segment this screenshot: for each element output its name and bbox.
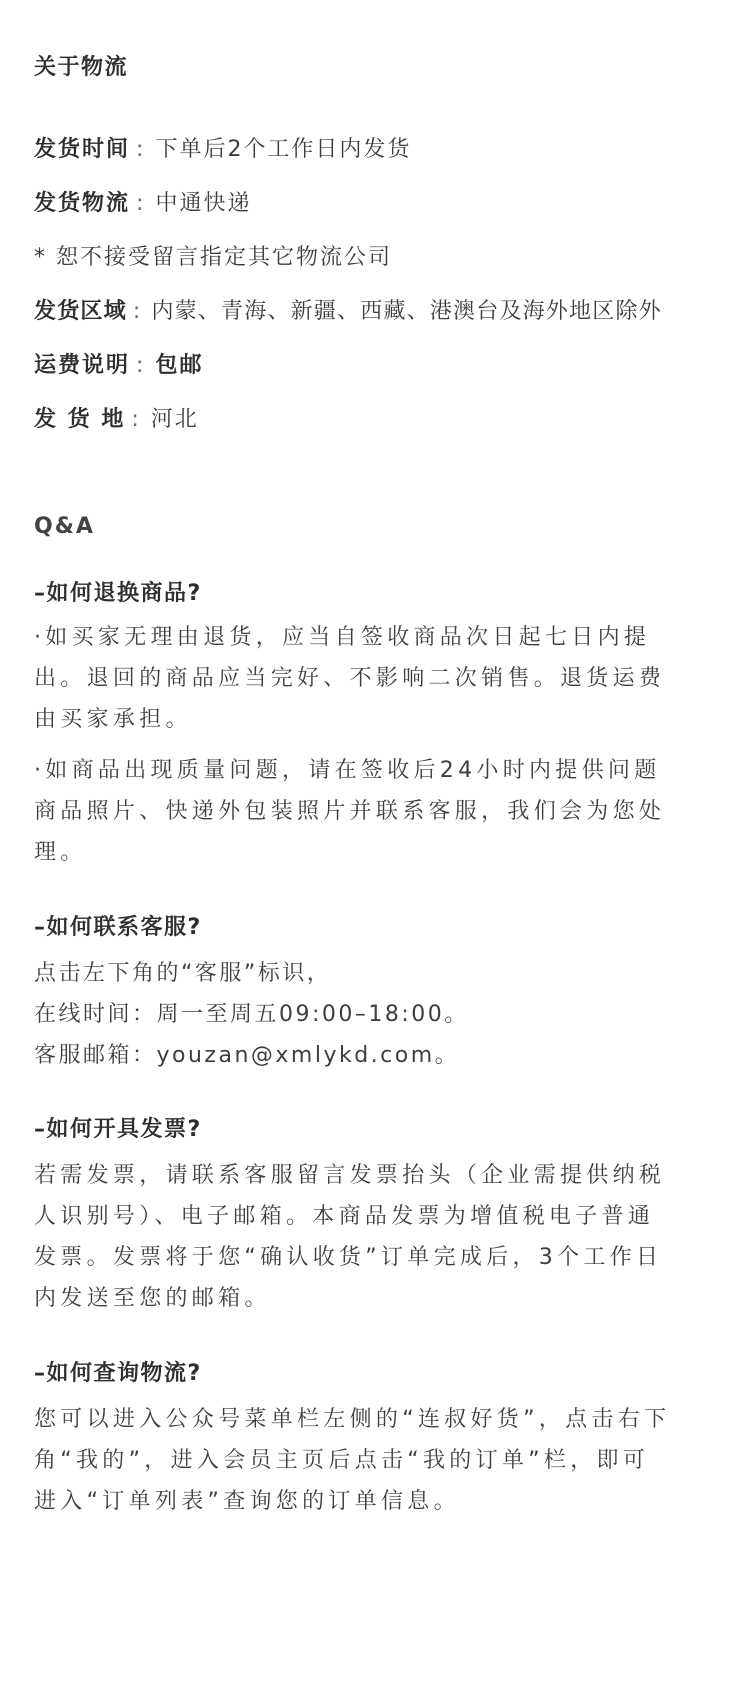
ship-origin-label: 发 货 地 [34, 407, 126, 432]
logistics-title: 关于物流 [34, 55, 129, 80]
question-customer-service: –如何联系客服? [34, 915, 202, 940]
carrier-label: 发货物流 [34, 191, 131, 216]
answer-invoice: 若需发票，请联系客服留言发票抬头（企业需提供纳税人识别号）、电子邮箱。本商品发票为增值税电子普通发票。发票将于您“确认收货”订单完成后，3个工作日内发送至您的邮箱。 [34, 1163, 666, 1311]
ship-time-label: 发货时间 [34, 137, 131, 162]
question-tracking: –如何查询物流? [34, 1361, 202, 1386]
carrier-value: 中通快递 [155, 191, 252, 216]
shipping-fee-value: 包邮 [155, 353, 204, 378]
shipping-fee-colon: : [136, 353, 146, 378]
ship-region-value: 内蒙、青海、新疆、西藏、港澳台及海外地区除外 [151, 299, 662, 324]
ship-time-row [34, 132, 696, 163]
shipping-fee-row [34, 348, 696, 379]
cs-line-2: 在线时间：周一至周五09:00–18:00。 [34, 1002, 469, 1027]
carrier-note: * 恕不接受留言指定其它物流公司 [34, 245, 392, 270]
question-returns: –如何退换商品? [34, 581, 202, 606]
answer-tracking: 您可以进入公众号菜单栏左侧的“连叔好货”，点击右下角“我的”，进入会员主页后点击“我的订单”栏，即可进入“订单列表”查询您的订单信息。 [34, 1407, 671, 1514]
ship-origin-row [34, 402, 696, 433]
ship-region-colon: : [132, 299, 142, 324]
answer-returns-paragraph-1: ·如买家无理由退货，应当自签收商品次日起七日内提出。退回的商品应当完好、不影响二次销售。退货运费由买家承担。 [34, 625, 666, 732]
ship-region-row [34, 294, 696, 325]
ship-region-label: 发货区域 [34, 299, 127, 324]
cs-line-3: 客服邮箱：youzan@xmlykd.com。 [34, 1043, 460, 1068]
carrier-colon: : [136, 191, 146, 216]
ship-time-value: 下单后2个工作日内发货 [155, 137, 412, 162]
ship-time-colon: : [136, 137, 146, 162]
carrier-row [34, 186, 696, 217]
question-invoice: –如何开具发票? [34, 1117, 202, 1142]
cs-line-1: 点击左下角的“客服”标识， [34, 961, 332, 986]
answer-customer-service [34, 953, 674, 1076]
shipping-fee-label: 运费说明 [34, 353, 131, 378]
ship-origin-colon: : [131, 407, 141, 432]
ship-origin-value: 河北 [150, 407, 199, 432]
qa-title: Q&A [34, 514, 95, 539]
answer-returns-paragraph-2: ·如商品出现质量问题，请在签收后24小时内提供问题商品照片、快递外包装照片并联系客服，我们会为您处理。 [34, 758, 666, 865]
